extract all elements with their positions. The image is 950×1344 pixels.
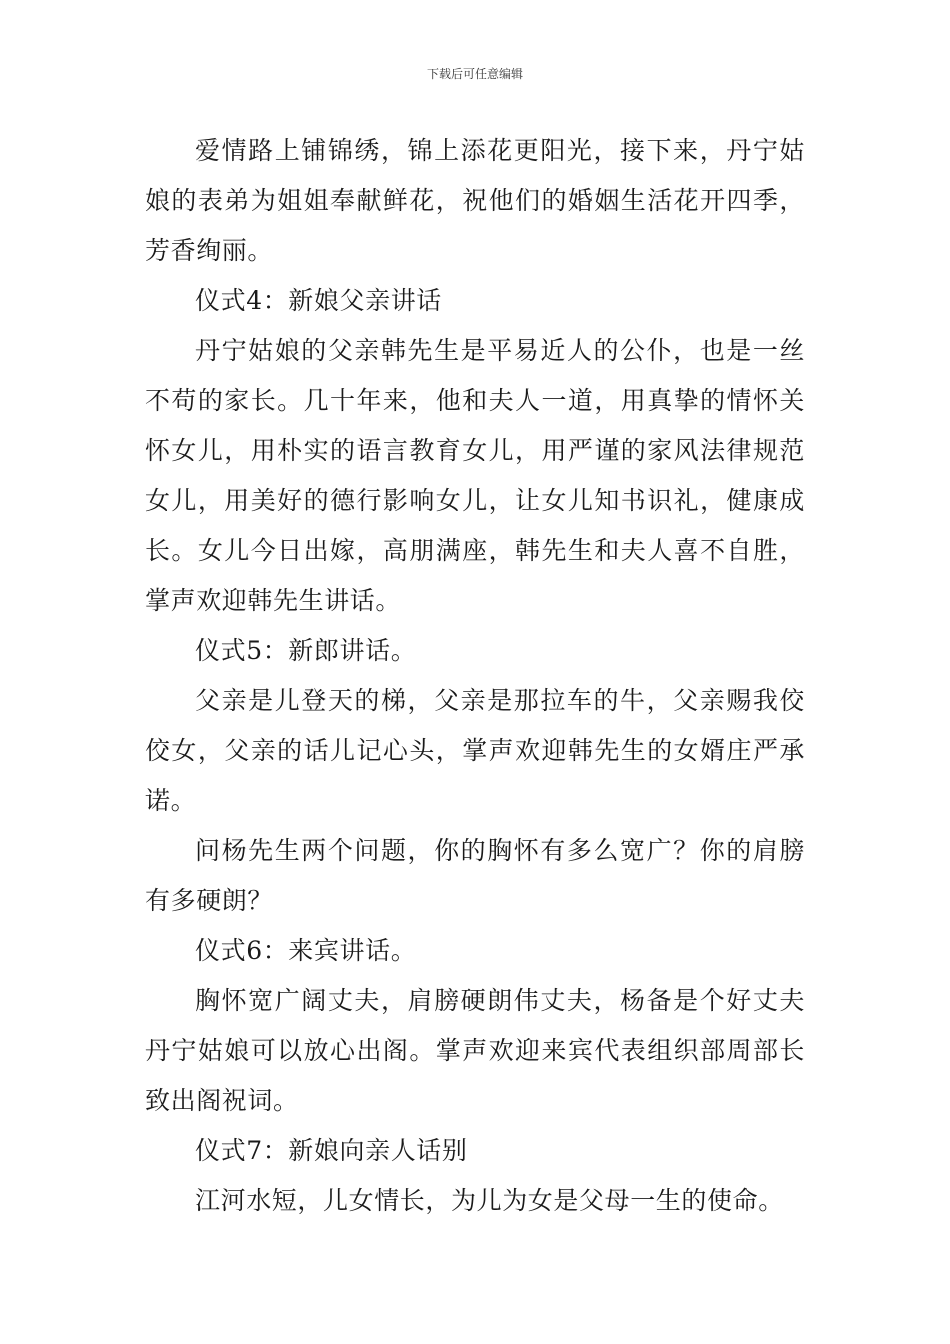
page-header: 下载后可任意编辑: [426, 67, 523, 81]
paragraph-guest-speech: 胸怀宽广阔丈夫，肩膀硬朗伟丈夫，杨备是个好丈夫丹宁姑娘可以放心出阁。掌声欢迎来宾代表组织部周部长致出阁祝词。: [145, 986, 805, 1115]
section-heading-ceremony-5: 仪式5：新郎讲话。: [195, 636, 417, 665]
paragraph-questions: 问杨先生两个问题，你的胸怀有多么宽广？你的肩膀有多硬朗？: [145, 836, 805, 915]
paragraph-groom-speech: 父亲是儿登天的梯，父亲是那拉车的牛，父亲赐我佼佼女，父亲的话儿记心头，掌声欢迎韩先生的女婿庄严承诺。: [145, 686, 805, 815]
section-heading-ceremony-4: 仪式4：新娘父亲讲话: [195, 286, 442, 315]
section-heading-ceremony-7: 仪式7：新娘向亲人话别: [195, 1136, 468, 1165]
section-heading-ceremony-6: 仪式6：来宾讲话。: [195, 936, 417, 965]
paragraph-farewell: 江河水短，儿女情长，为儿为女是父母一生的使命。: [195, 1186, 784, 1215]
paragraph-flowers: 爱情路上铺锦绣，锦上添花更阳光，接下来，丹宁姑娘的表弟为姐姐奉献鲜花，祝他们的婚姻生活花开四季，芳香绚丽。: [145, 136, 805, 265]
paragraph-bride-father: 丹宁姑娘的父亲韩先生是平易近人的公仆，也是一丝不苟的家长。几十年来，他和夫人一道，用真挚的情怀关怀女儿，用朴实的语言教育女儿，用严谨的家风法律规范女儿，用美好的德行影响女儿，让女儿知书识礼，健康成长。女儿今日出嫁，高朋满座，韩先生和夫人喜不自胜，掌声欢迎韩先生讲话。: [145, 336, 805, 615]
document-body: [145, 126, 805, 1226]
